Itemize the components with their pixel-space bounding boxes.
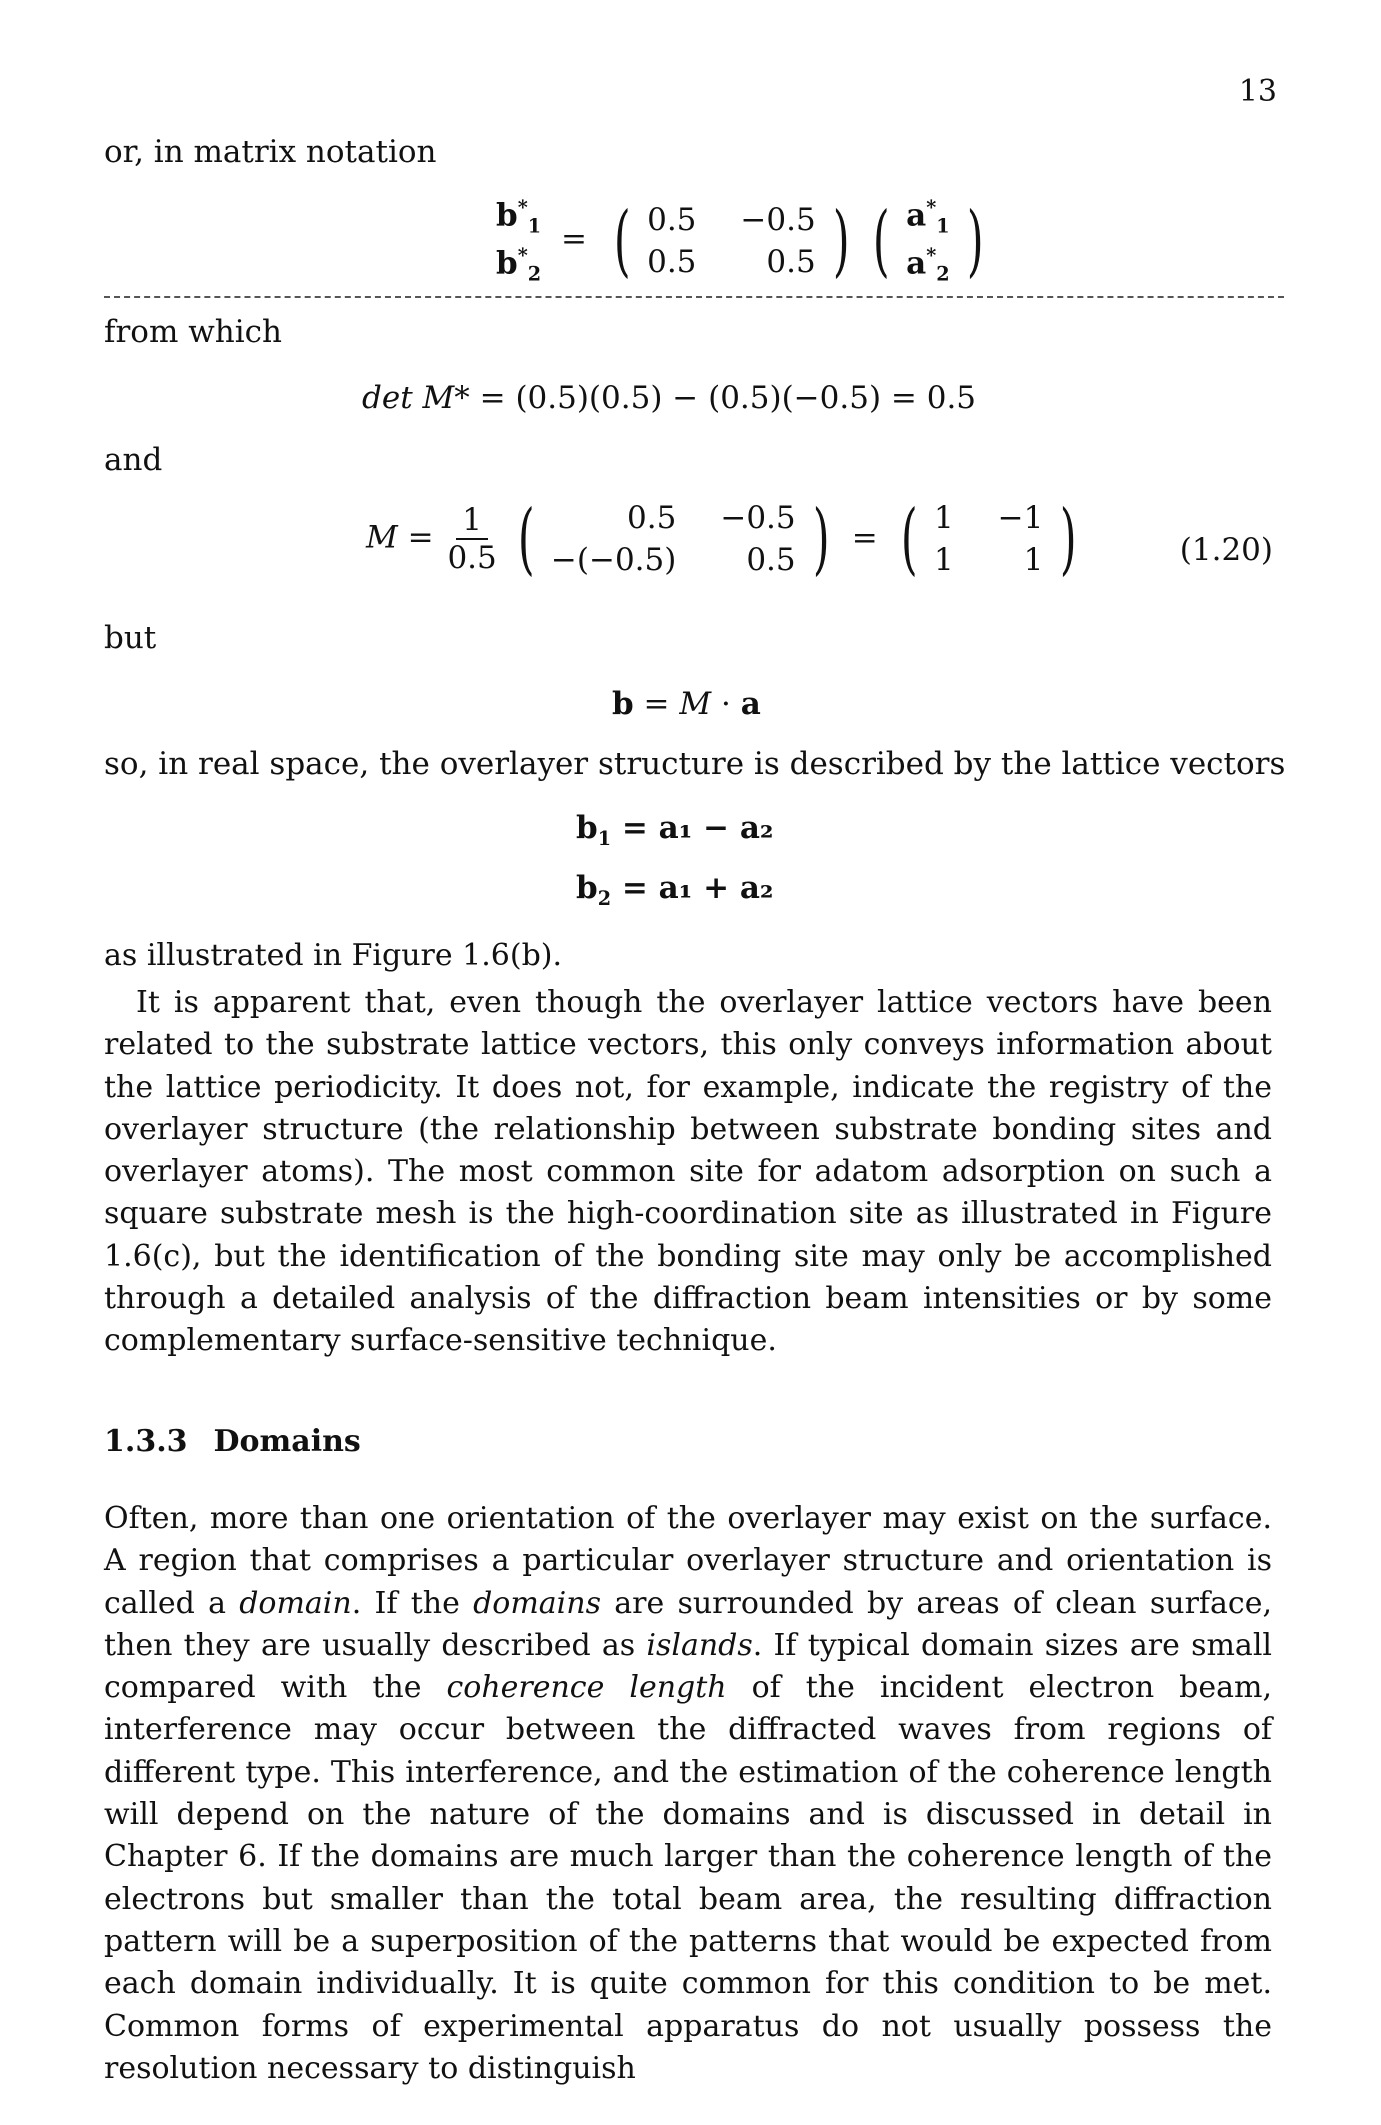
section-number: 1.3.3 <box>104 1424 188 1459</box>
fraction: $\frac{1}{0.5}$ <box>447 502 497 576</box>
m-symbol: M = <box>366 519 434 556</box>
coefficient-matrix <box>647 202 816 280</box>
left-paren: ( <box>613 195 631 286</box>
right-paren: ) <box>966 195 984 286</box>
left-paren: ( <box>872 195 890 286</box>
page-number: 13 <box>1238 74 1277 109</box>
equation-number: (1.20) <box>1179 532 1273 568</box>
section-heading <box>104 1424 361 1459</box>
matrix-cell: 1 <box>1023 542 1044 578</box>
paragraph-domains: Often, more than one orientation of the overlayer may exist on the surface. A region that comprises a particular overlayer structure and orientation is called a domain. If the domains are surrounded by areas of clean surface, then they are usually described as islands. If typical domain sizes are small compared with the coherence length of the incident electron beam, interference may occur between the diffracted waves from regions of different type. This interference, and the estimation of the coherence length will depend on the nature of the domains and is discussed in detail in Chapter 6. If the domains are much larger than the coherence length of the electrons but smaller than the total beam area, the resulting diffraction pattern will be a superposition of the patterns that would be expected from each domain individually. It is quite common for this condition to be met. Common forms of experimental apparatus do not usually possess the resolution necessary to distinguish <box>104 1501 1273 2086</box>
determinant-equation: det M* = (0.5)(0.5) − (0.5)(−0.5) = 0.5 <box>362 380 977 416</box>
but-text: but <box>104 620 157 656</box>
right-paren: ) <box>1060 494 1077 584</box>
lhs-b2: $b^*_2$ <box>496 243 542 286</box>
right-paren: ) <box>832 195 850 286</box>
lhs-b1: $b^*_1$ <box>496 196 542 238</box>
matrix-cell: −1 <box>997 500 1044 536</box>
rhs-a1: $a^*_1$ <box>906 196 950 238</box>
lhs-vector <box>496 196 541 285</box>
equals-sign: = <box>851 519 878 556</box>
b2-equation: $b_2 = a_1 + a_2$ <box>576 870 774 911</box>
matrix-cell: 0.5 <box>766 243 816 280</box>
matrix-cell: 0.5 <box>647 243 697 280</box>
adjugate-matrix <box>551 500 796 578</box>
left-paren: ( <box>900 494 918 584</box>
from-which-text: from which <box>104 314 282 350</box>
section-title: Domains <box>213 1424 361 1459</box>
result-matrix <box>934 500 1043 578</box>
matrix-cell: 1 <box>933 500 954 536</box>
b-equation: b = M · a <box>612 686 761 722</box>
intro-text: or, in matrix notation <box>104 134 437 170</box>
matrix-cell: −(−0.5) <box>550 542 677 578</box>
paragraph-registry: It is apparent that, even though the overlayer lattice vectors have been related to the substrate lattice vectors, this only conveys information about the lattice periodicity. It does not, for example, indicate the registry of the overlayer structure (the relationship between substrate bonding sites and overlayer atoms). The most common site for adatom adsorption on such a square substrate mesh is the high-coordination site as illustrated in Figure 1.6(c), but the identification of the bonding site may only be accomplished through a detailed analysis of the diffraction beam intensities or by some complementary surface-sensitive technique. <box>104 985 1272 1359</box>
illustrated-text: as illustrated in Figure 1.6(b). <box>104 938 563 973</box>
matrix-cell: −0.5 <box>720 500 796 536</box>
matrix-equation <box>496 196 990 285</box>
b1-equation: $b_1 = a_1 - a_2$ <box>576 810 774 851</box>
matrix-cell: 0.5 <box>746 542 796 578</box>
right-paren: ) <box>812 494 830 584</box>
rhs-a2: $a^*_2$ <box>906 243 950 286</box>
equals-sign: = <box>560 221 587 258</box>
matrix-cell: −0.5 <box>740 201 816 238</box>
rhs-vector <box>906 196 950 285</box>
left-paren: ( <box>517 494 535 584</box>
and-text: and <box>104 442 163 478</box>
lattice-text: so, in real space, the overlayer structure is described by the lattice vectors <box>104 746 1286 782</box>
matrix-cell: 0.5 <box>627 500 677 536</box>
matrix-cell: 1 <box>933 542 954 578</box>
m-equation <box>366 494 1084 584</box>
matrix-cell: 0.5 <box>647 201 697 238</box>
scan-dash-line <box>104 296 1284 298</box>
